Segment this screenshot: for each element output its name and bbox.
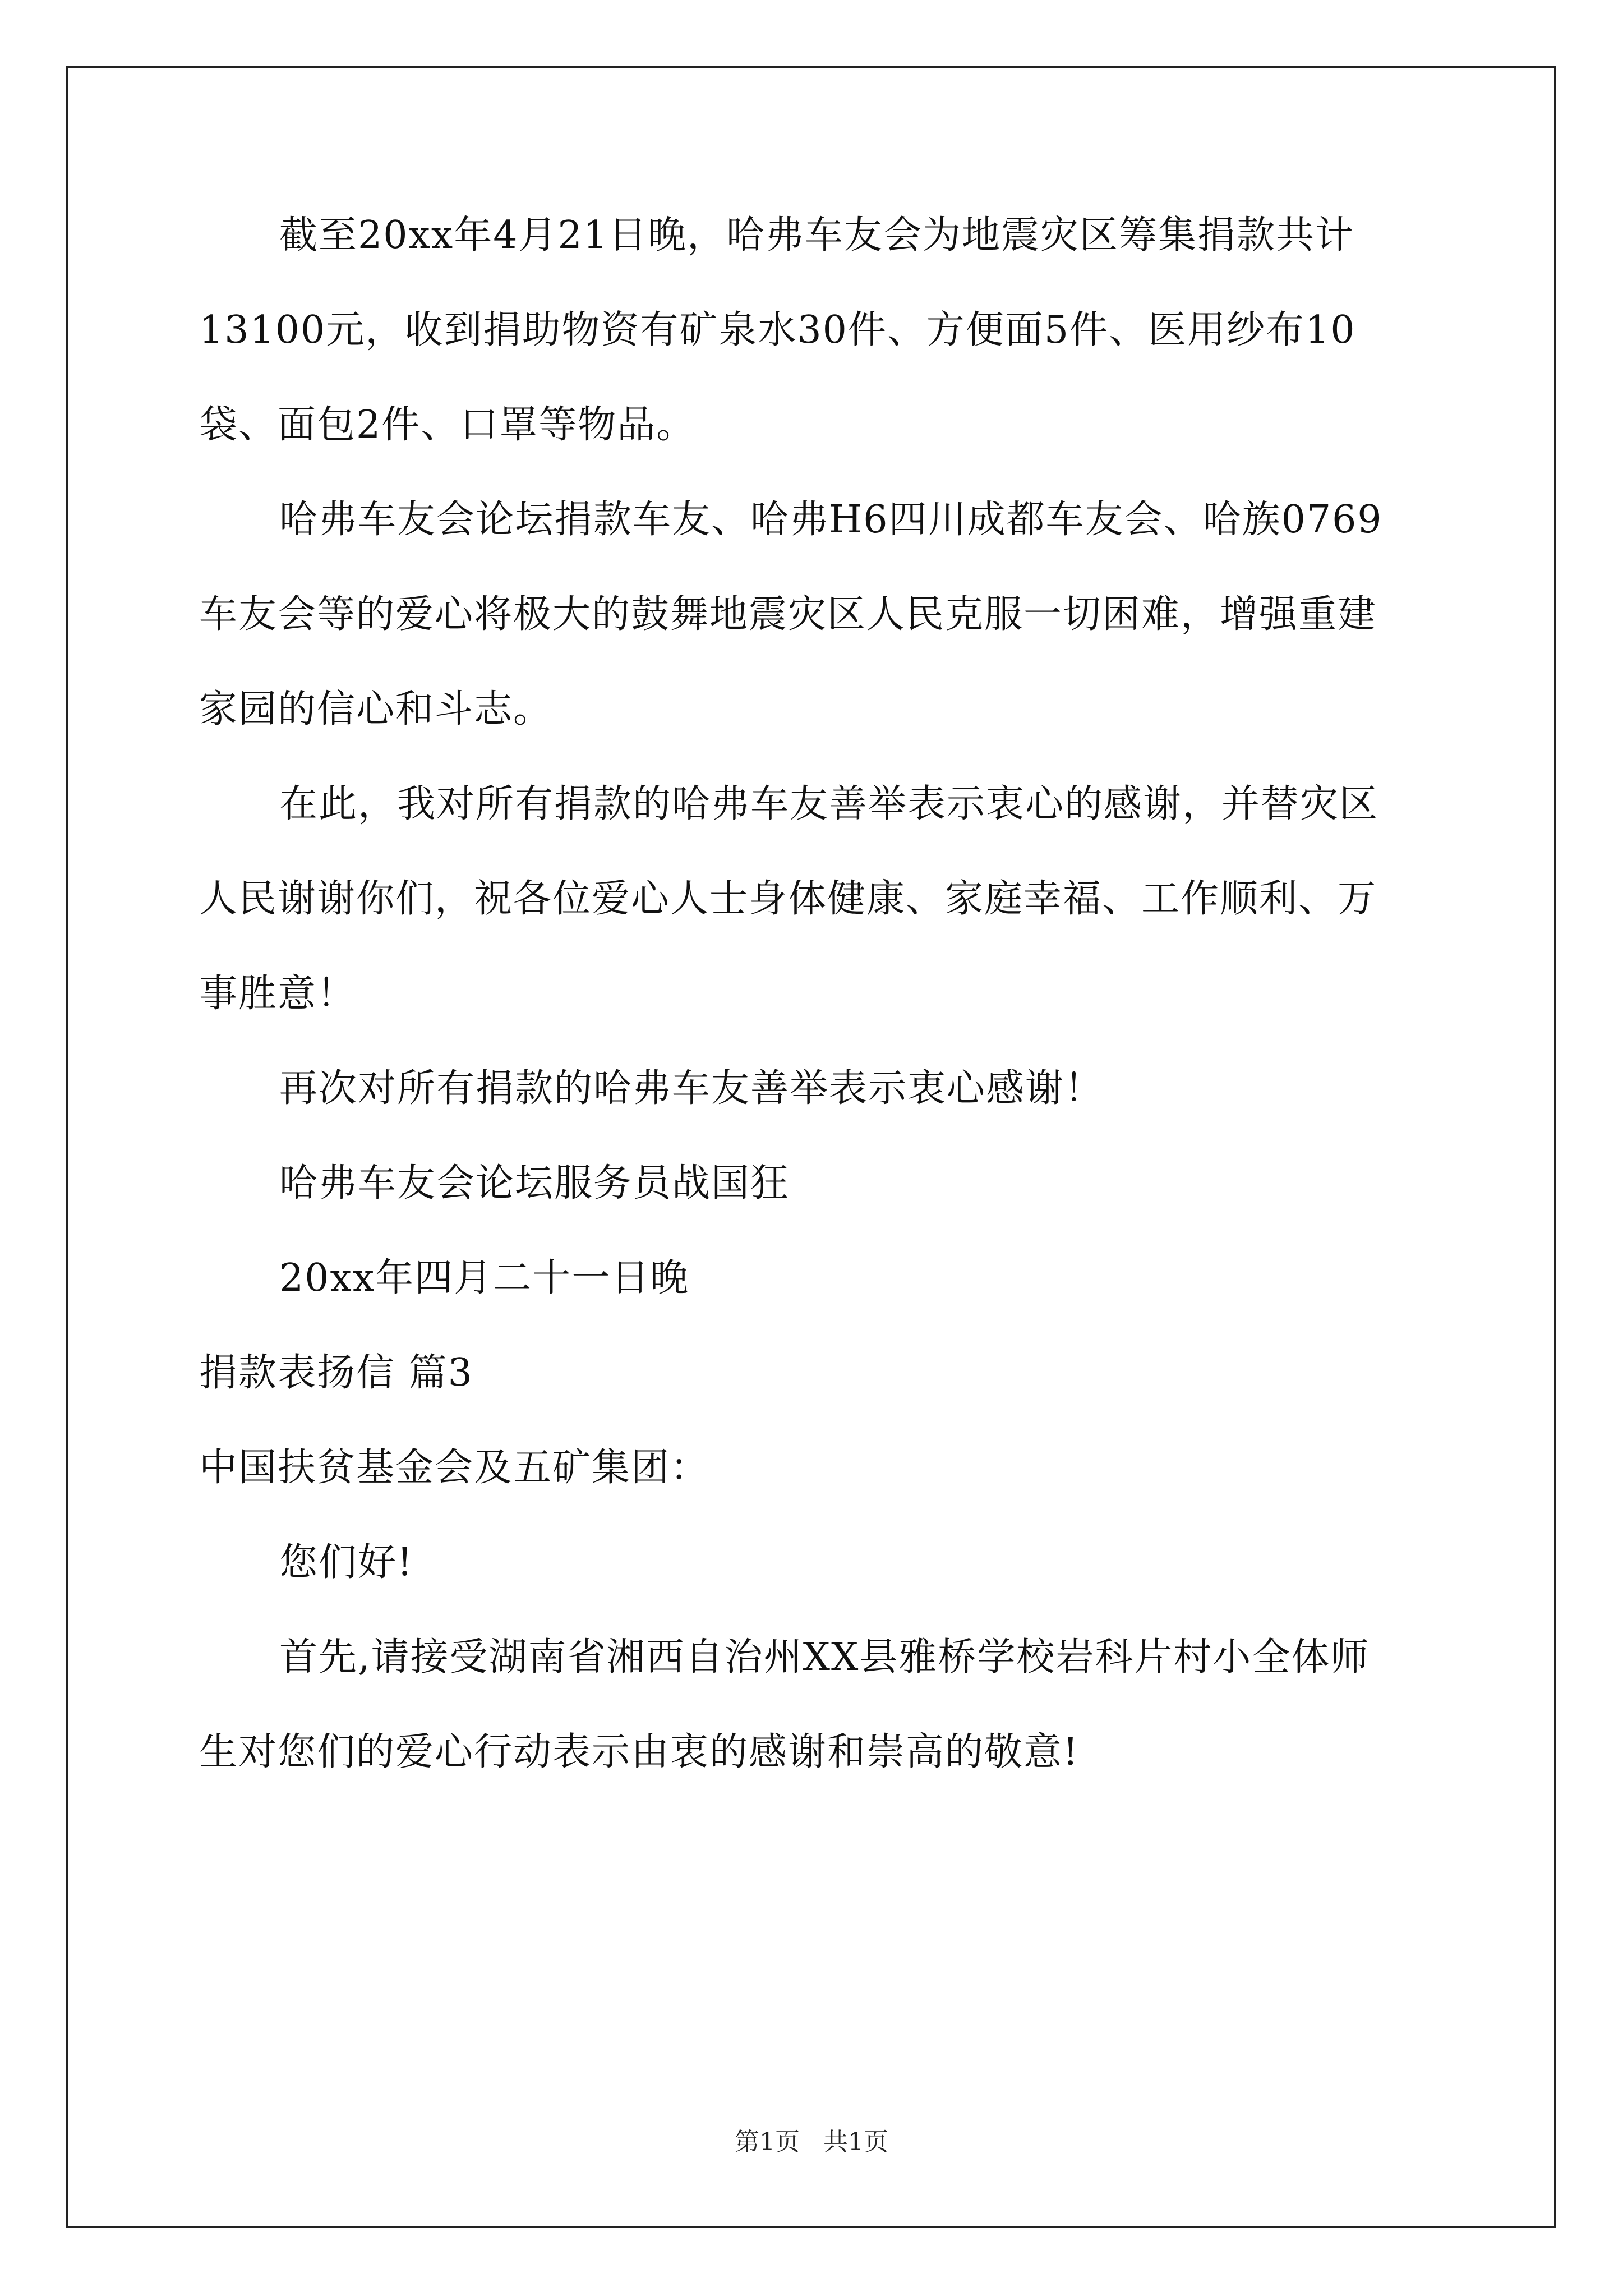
paragraph-line: 事胜意！ bbox=[199, 972, 357, 1016]
paragraph-line: 哈弗车友会论坛捐款车友、哈弗H6四川成都车友会、哈族0769 bbox=[279, 498, 1383, 542]
salutation-recipient: 中国扶贫基金会及五矿集团： bbox=[199, 1446, 710, 1490]
greeting-line: 您们好! bbox=[279, 1540, 414, 1585]
paragraph-line: 13100元，收到捐助物资有矿泉水30件、方便面5件、医用纱布10 bbox=[199, 308, 1356, 352]
document-body bbox=[199, 213, 1433, 1825]
paragraph-line: 在此，我对所有捐款的哈弗车友善举表示衷心的感谢，并替灾区 bbox=[279, 782, 1379, 826]
paragraph-line: 生对您们的爱心行动表示由衷的感谢和崇高的敬意! bbox=[199, 1730, 1080, 1774]
date-line: 20xx年四月二十一日晚 bbox=[279, 1256, 690, 1300]
paragraph-line: 袋、面包2件、口罩等物品。 bbox=[199, 403, 696, 447]
paragraph-line: 首先,请接受湖南省湘西自治州XX县雅桥学校岩科片村小全体师 bbox=[279, 1635, 1370, 1680]
section-heading: 捐款表扬信 篇3 bbox=[199, 1351, 473, 1395]
page-number-current: 第1页 bbox=[735, 2128, 800, 2156]
page-number-total: 共1页 bbox=[823, 2128, 888, 2156]
paragraph-line: 再次对所有捐款的哈弗车友善举表示衷心感谢！ bbox=[279, 1066, 1104, 1111]
paragraph-line: 人民谢谢你们，祝各位爱心人士身体健康、家庭幸福、工作顺利、万 bbox=[199, 877, 1377, 921]
paragraph-line: 截至20xx年4月21日晚，哈弗车友会为地震灾区筹集捐款共计 bbox=[279, 213, 1355, 257]
page-footer bbox=[0, 2128, 1623, 2156]
paragraph-line: 家园的信心和斗志。 bbox=[199, 687, 553, 731]
signature-line: 哈弗车友会论坛服务员战国狂 bbox=[279, 1161, 790, 1205]
paragraph-line: 车友会等的爱心将极大的鼓舞地震灾区人民克服一切困难，增强重建 bbox=[199, 592, 1377, 637]
